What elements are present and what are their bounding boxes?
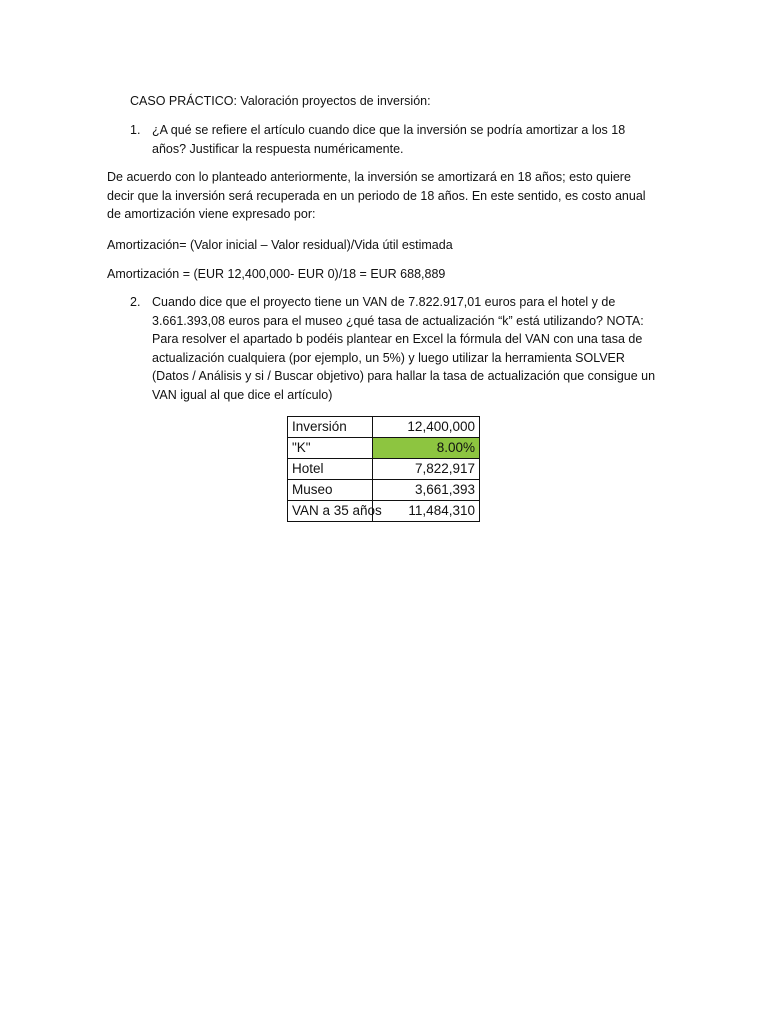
- table-row: [288, 459, 480, 480]
- answer-1-line: de amortización viene expresado por:: [107, 207, 316, 221]
- question-1-number: 1.: [130, 123, 141, 137]
- row-label-van: VAN a 35 años: [288, 501, 373, 522]
- row-value-museo: 3,661,393: [373, 480, 480, 501]
- row-label-k: "K": [288, 438, 373, 459]
- question-1-line: ¿A qué se refiere el artículo cuando dice que la inversión se podría amortizar a los 18: [152, 123, 626, 137]
- question-2-line: (Datos / Análisis y si / Buscar objetivo) para hallar la tasa de actualización que consigue un: [152, 369, 656, 383]
- question-2-line: Para resolver el apartado b podéis plantear en Excel la fórmula del VAN con una tasa de: [152, 332, 643, 346]
- formula-text: Amortización= (Valor inicial – Valor residual)/Vida útil estimada: [107, 238, 453, 252]
- question-2-line: VAN igual al que dice el artículo): [152, 387, 333, 402]
- question-2-line: actualización cualquiera (por ejemplo, un 5%) y luego utilizar la herramienta SOLVER: [152, 350, 625, 365]
- document-title: CASO PRÁCTICO: Valoración proyectos de inversión:: [130, 94, 431, 108]
- question-2-text: [152, 293, 672, 404]
- row-value-van: 11,484,310: [373, 501, 480, 522]
- van-results-table: [287, 416, 480, 522]
- answer-1-line: decir que la inversión será recuperada en un periodo de 18 años. En este sentido, es costo anual: [107, 188, 646, 203]
- table-row: [288, 480, 480, 501]
- question-1-text: [152, 121, 672, 158]
- row-label-inversion: Inversión: [288, 417, 373, 438]
- formula-line: [107, 236, 667, 255]
- answer-1-paragraph: [107, 168, 667, 224]
- row-value-k-highlighted: 8.00%: [373, 438, 480, 459]
- table-row: [288, 438, 480, 459]
- row-label-museo: Museo: [288, 480, 373, 501]
- answer-1-line: De acuerdo con lo planteado anteriormente, la inversión se amortizará en 18 años; esto quiere: [107, 170, 631, 184]
- row-label-hotel: Hotel: [288, 459, 373, 480]
- table-row: [288, 417, 480, 438]
- calculation-text: Amortización = (EUR 12,400,000- EUR 0)/18 = EUR 688,889: [107, 267, 446, 281]
- row-value-hotel: 7,822,917: [373, 459, 480, 480]
- calculation-line: [107, 265, 667, 284]
- row-value-inversion: 12,400,000: [373, 417, 480, 438]
- question-2-number: 2.: [130, 295, 141, 309]
- question-2-line: 3.661.393,08 euros para el museo ¿qué tasa de actualización “k” está utilizando? NOTA:: [152, 313, 644, 328]
- question-1-line: años? Justificar la respuesta numéricamente.: [152, 141, 404, 156]
- table-row: [288, 501, 480, 522]
- question-2-line: Cuando dice que el proyecto tiene un VAN de 7.822.917,01 euros para el hotel y de: [152, 295, 616, 309]
